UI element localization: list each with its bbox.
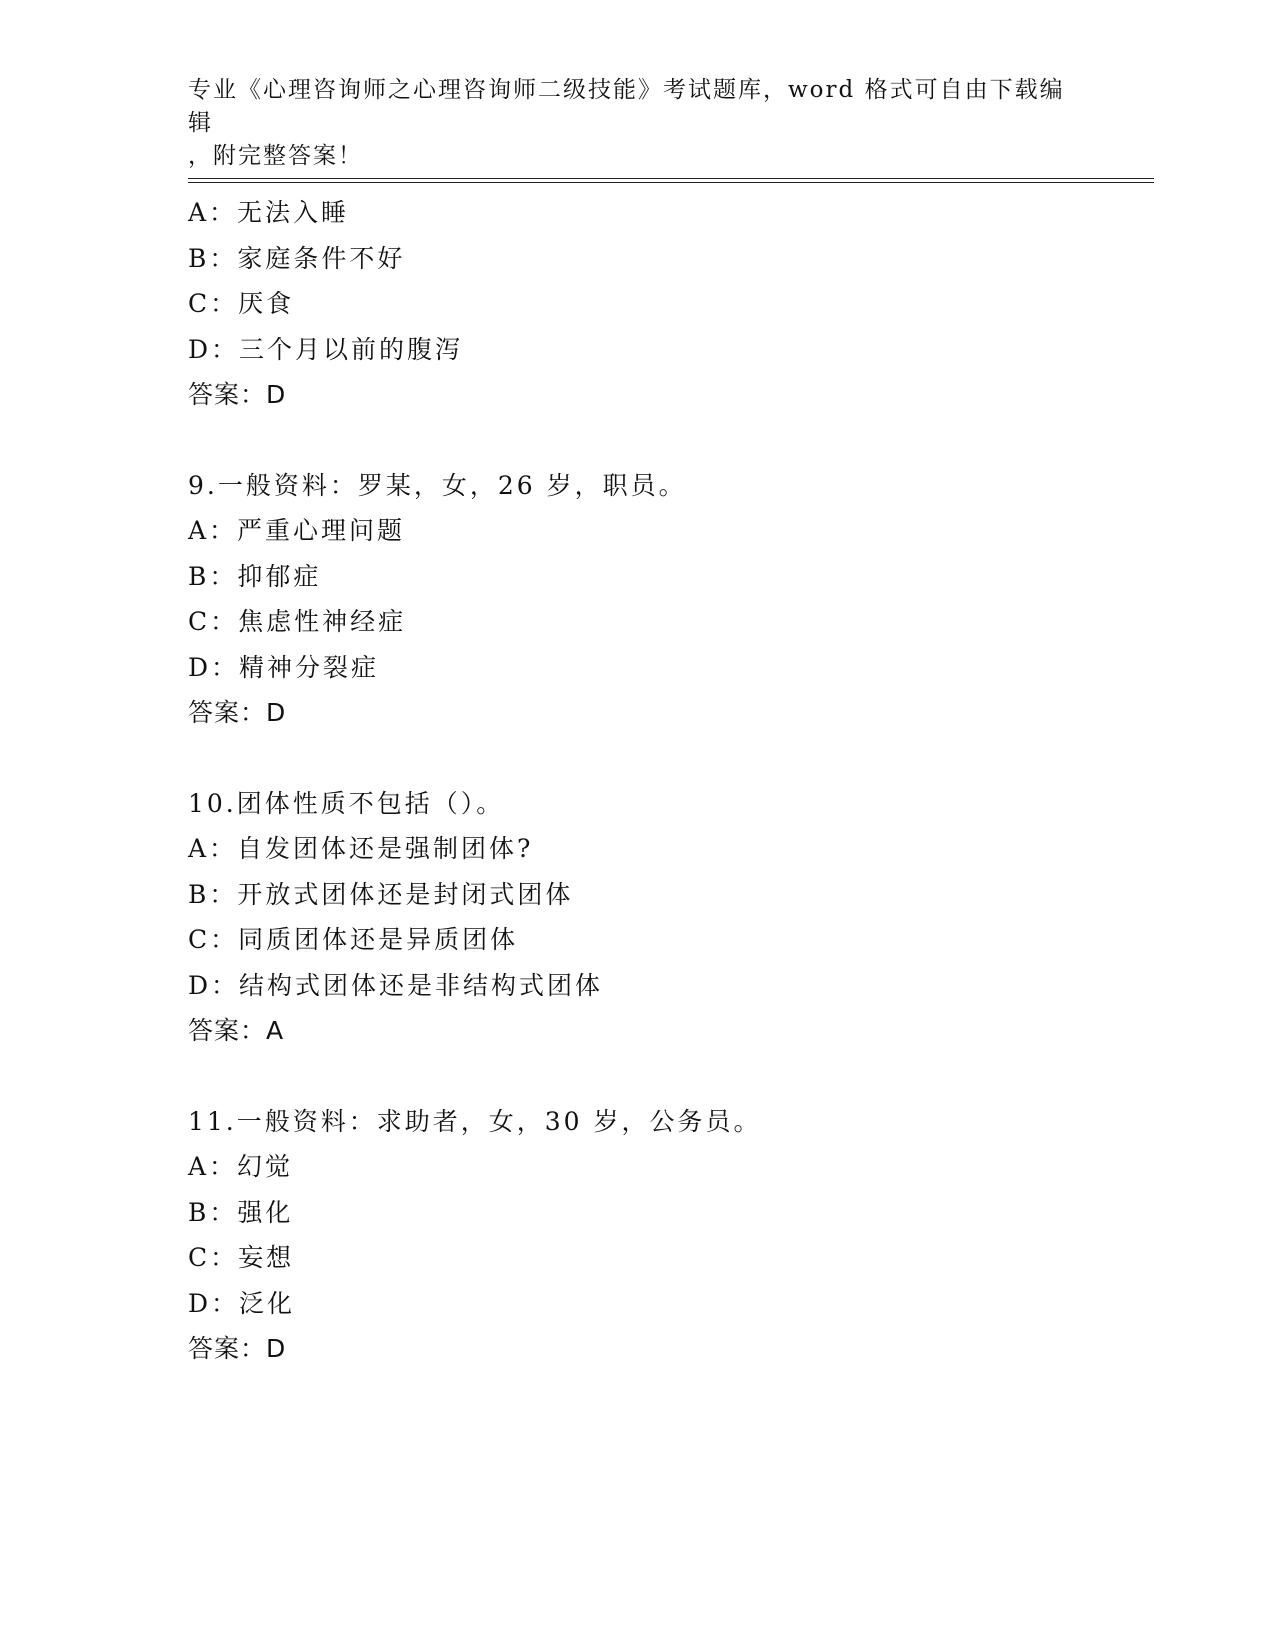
question-block-11 xyxy=(188,1099,1148,1372)
option-b: B：开放式团体还是封闭式团体 xyxy=(188,879,574,909)
block-spacer xyxy=(188,1054,1148,1099)
option-c: C：焦虑性神经症 xyxy=(188,607,407,636)
question-stem: 11.一般资料：求助者，女，30 岁，公务员。 xyxy=(188,1106,762,1136)
option-b: B：抑郁症 xyxy=(188,561,322,591)
question-stem: 9.一般资料：罗某，女，26 岁，职员。 xyxy=(188,470,687,500)
block-spacer xyxy=(188,418,1148,463)
header-line-1: 专业《心理咨询师之心理咨询师二级技能》考试题库，word 格式可自由下载编辑 xyxy=(188,77,1065,136)
option-d: D：泛化 xyxy=(188,1288,296,1318)
question-list xyxy=(188,190,1148,1372)
block-spacer xyxy=(188,736,1148,781)
option-d: D：结构式团体还是非结构式团体 xyxy=(188,970,604,1000)
option-b: B：强化 xyxy=(188,1197,294,1227)
option-c: C：同质团体还是异质团体 xyxy=(188,925,519,954)
answer-line: 答案：A xyxy=(188,1016,285,1045)
header-divider-bottom xyxy=(188,182,1154,183)
question-stem: 10.团体性质不包括（）。 xyxy=(188,788,505,818)
answer-line: 答案：D xyxy=(188,698,287,727)
answer-line: 答案：D xyxy=(188,1334,287,1363)
option-b: B：家庭条件不好 xyxy=(188,243,406,273)
option-a: A：幻觉 xyxy=(188,1152,294,1181)
header-divider-top xyxy=(188,178,1154,179)
option-d: D：三个月以前的腹泻 xyxy=(188,334,464,364)
answer-line: 答案：D xyxy=(188,380,287,409)
document-header xyxy=(188,74,1068,173)
question-block-8 xyxy=(188,190,1148,418)
option-c: C：妄想 xyxy=(188,1243,295,1272)
option-c: C：厌食 xyxy=(188,289,295,318)
option-a: A：严重心理问题 xyxy=(188,516,406,545)
option-a: A：无法入睡 xyxy=(188,198,350,227)
question-block-9 xyxy=(188,463,1148,736)
option-a: A：自发团体还是强制团体? xyxy=(188,834,534,863)
header-line-2: ，附完整答案！ xyxy=(188,143,363,169)
question-block-10 xyxy=(188,781,1148,1054)
option-d: D：精神分裂症 xyxy=(188,652,380,682)
